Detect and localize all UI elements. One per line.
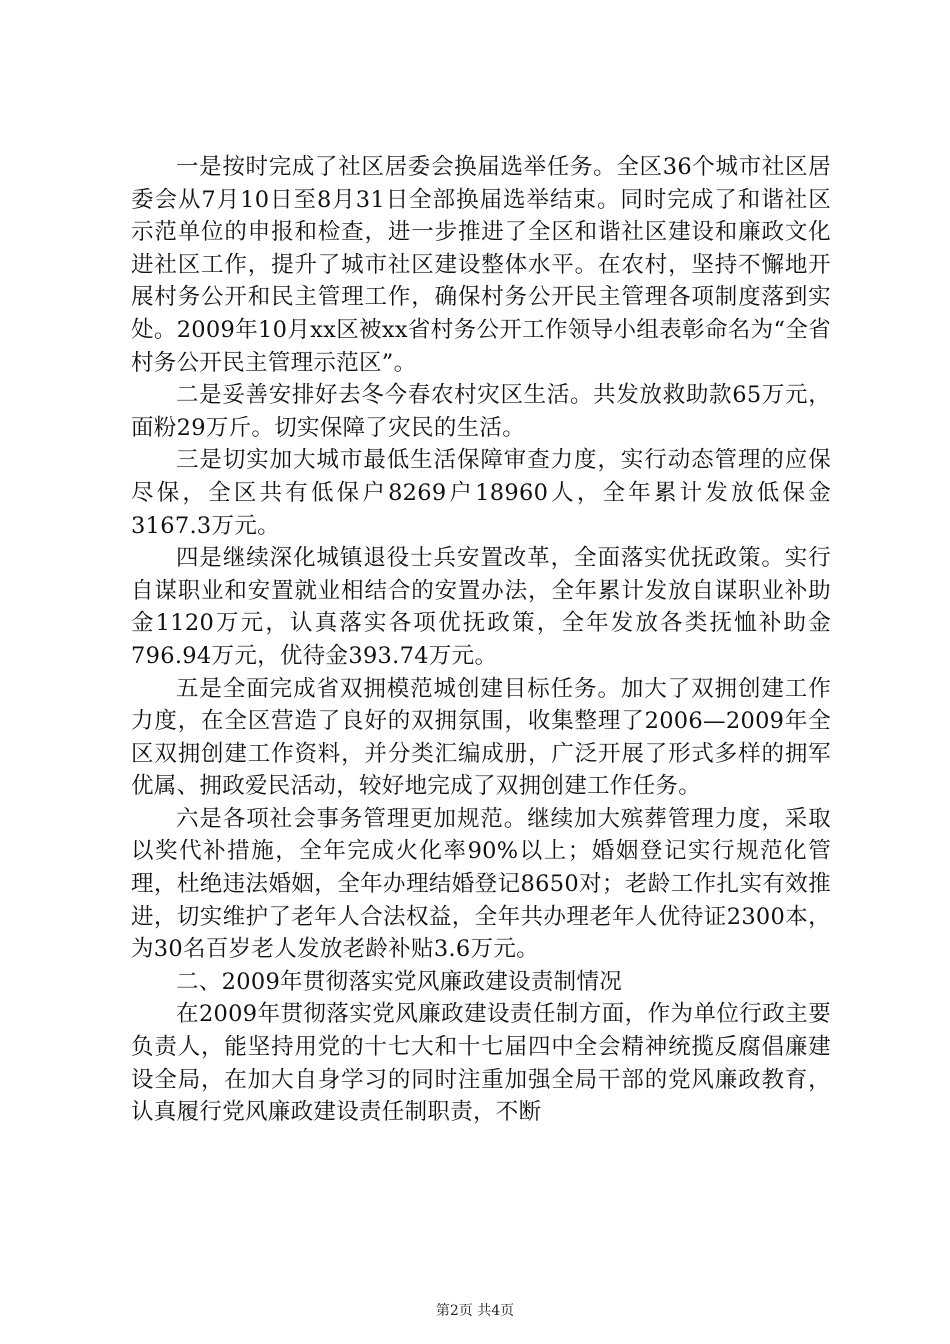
paragraph-disaster-relief: 二是妥善安排好去冬今春农村灾区生活。共发放救助款65万元，面粉29万斤。切实保障了灾民的生活。 — [131, 382, 831, 441]
document-body — [131, 151, 831, 1129]
page-footer: 第2页 共4页 — [435, 1303, 515, 1319]
paragraph-social-affairs: 六是各项社会事务管理更加规范。继续加大殡葬管理力度，采取以奖代补措施，全年完成火化率90%以上；婚姻登记实行规范化管理，杜绝违法婚姻，全年办理结婚登记8650对；老龄工作扎实有效推进，切实维护了老年人合法权益，全年共办理老年人优待证2300本，为30名百岁老人发放老龄补贴3.6万元。 — [131, 805, 831, 963]
paragraph-community-elections: 一是按时完成了社区居委会换届选举任务。全区36个城市社区居委会从7月10日至8月31日全部换届选举结束。同时完成了和谐社区示范单位的申报和检查，进一步推进了全区和谐社区建设和廉政文化进社区工作，提升了城市社区建设整体水平。在农村，坚持不懈地开展村务公开和民主管理工作，确保村务公开民主管理各项制度落到实处。2009年10月xx区被xx省村务公开工作领导小组表彰命名为“全省村务公开民主管理示范区”。 — [131, 154, 831, 376]
paragraph-minimum-living-allowance: 三是切实加大城市最低生活保障审查力度，实行动态管理的应保尽保，全区共有低保户8269户18960人，全年累计发放低保金3167.3万元。 — [131, 447, 831, 539]
paragraph-veteran-resettlement: 四是继续深化城镇退役士兵安置改革，全面落实优抚政策。实行自谋职业和安置就业相结合的安置办法，全年累计发放自谋职业补助金1120万元，认真落实各项优抚政策，全年发放各类抚恤补助金796.94万元，优待金393.74万元。 — [131, 545, 831, 669]
paragraph-double-support-city: 五是全面完成省双拥模范城创建目标任务。加大了双拥创建工作力度，在全区营造了良好的双拥氛围，收集整理了2006—2009年全区双拥创建工作资料，并分类汇编成册，广泛开展了形式多样的拥军优属、拥政爱民活动，较好地完成了双拥创建工作任务。 — [131, 675, 831, 800]
paragraph-integrity-responsibility: 在2009年贯彻落实党风廉政建设责任制方面，作为单位行政主要负责人，能坚持用党的十七大和十七届四中全会精神统揽反腐倡廉建设全局，在加大自身学习的同时注重加强全局干部的党风廉政教育，认真履行党风廉政建设责任制职责，不断 — [131, 1001, 831, 1126]
section-heading: 二、2009年贯彻落实党风廉政建设责制情况 — [176, 968, 623, 995]
